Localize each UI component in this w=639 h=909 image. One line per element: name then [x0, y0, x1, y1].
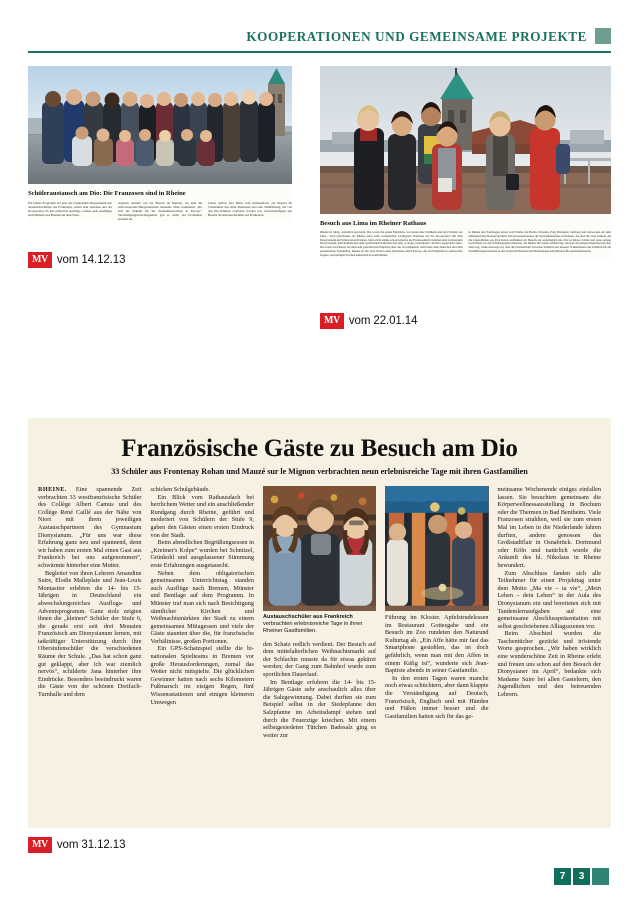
clipping-column	[208, 201, 292, 221]
source-stamp-mv-3	[28, 837, 125, 853]
header-divider-rule	[28, 51, 611, 53]
mv-date-label: vom 14.12.13	[56, 254, 126, 266]
article-text-block	[38, 486, 141, 699]
photo-illustration	[320, 66, 611, 214]
article-text-block	[385, 614, 488, 720]
news-clipping-besuch-lima	[320, 66, 611, 258]
article-paragraph: Ein GPS-Schatzspiel stellte die bi-nationalen Spielteams in Bremen vor große Herausforderungen, zumal das Wetter nicht mitspielte. Die glücklichen Gewinner hatten nach sechs Kilometern Fußmarsch im eisigen Regen, fünf Wissensstationen und einigen kleineren Umwegen	[150, 645, 254, 706]
header-decoration-square	[595, 28, 611, 44]
clipping-column	[28, 201, 112, 221]
article-paragraph: meinsame Wochenende einiges einfallen lassen. Sie besuchten gemeinsam die Körperwellnessausstellung in Bochum oder die Thermen in Bad Bentheim. Viele Franzosen strahlten, weil sie zum ersten Mal im Leben in die Niederlande fahren durften, andere genossen das Großstadtflair in Osnabrück. Dortmund oder Köln und natürlich wurde die Ankunft des hl. Nikolaus in Rheine bewundert.	[497, 486, 601, 569]
source-stamp-mv-2	[320, 313, 417, 329]
photo-christmas-market	[385, 486, 488, 611]
photo-caption-rest: verbrachten erlebnisreiche Tage in ihren Rheiner Gastfamilien.	[262, 621, 363, 635]
article-paragraph: Beim Abschied wurden die Taschentücher gezückt und tröstende Worte gesprochen. „Wir haben wirklich eine wunderschöne Zeit in Rheine erlebt und freuen uns schon auf den Besuch der Dionysianer im April“, bedankte sich Madame Suire bei allen Gasteltern, den Jugendlichen und den betreuenden Lehrern.	[497, 630, 601, 699]
clipping-caption-title: Besuch aus Lima im Rheiner Rathaus	[320, 220, 427, 227]
photo-illustration	[28, 66, 292, 184]
photo-lima-visitors-rooftop	[320, 66, 611, 214]
clipping-column	[469, 231, 612, 258]
clipping-paragraph: tagsplan. Anfahrt war der Besuch im Rathaus, bei dem die stellvertretende Bürgermeisterin markante Sätze verkündete: „Ihr seid die Zukunft für das Zusammenwachsen in Europa.“ Verständigungsschwierigkeiten gab es nicht, bei Problemen konnten die	[118, 201, 202, 221]
article-dateline: RHEINE.	[38, 486, 67, 493]
clipping-paragraph: Ein buntes Programm bot jetzt das Gymnasium Dionysianum den Austauschschülern aus Frankreich, neben dem zentralen Akt der Kooperation. Es gab zahlreiche Ausflüge, runden nach Ausflügen nach Münster und Bremen auf dem Sonn-	[28, 201, 112, 217]
mv-logo: MV	[28, 837, 52, 853]
page-number-badges	[554, 868, 611, 885]
clipping-text-columns	[28, 201, 292, 221]
article-paragraph	[38, 486, 141, 570]
page-badge-primary: 7	[554, 868, 571, 885]
article-column-1	[38, 486, 141, 838]
article-paragraph: Zum Abschluss fanden sich alle Teilnehmer für einen Projekttag unter dem Motto „Ma vie – ta vie“, „Mein Leben – dein Leben“ in der Aula des Dionysianum ein und bereiteten sich mit Tandemlernaufgaben auf eine gemeinsame Abschlusspräsentation mit selbst geschriebenen Alltagsszenen vor.	[497, 569, 601, 630]
mv-date-label: vom 31.12.13	[56, 839, 126, 851]
article-text-block	[263, 641, 376, 740]
clipping-paragraph: in Rheine und Salzbergen neben noch Städte wie Berlin, Dresden, Prag, Budapest, Salzburg und Antwerpen auf dem umfangreichen Reiseprogramm. Europa kennenlernen, die Sprachkenntnisse verbessern, das sind die zwei Gründe, die die Jugendlichen aus Peru haben, zumindest ein Besuch ein ursprünglich das Ziel zu haben. Schule und neue seltene beobachten vor den Schülergruppen mussten, die Rheine mit vielen zehnerfolge, und gab den jungen Menschen ein Auf dem weg, wirke Auswege sei, dass die Freundschaft zwischen Schülern aus unseren Schülerinnen und Schülern für ein Stadtführungen mussten in den Verein der Brücken der Beziehungen beim Besuch für eine Rathausdach.	[468, 230, 611, 253]
article-text-block	[498, 486, 601, 699]
article-column-3	[263, 486, 376, 838]
clipping-column	[320, 231, 463, 258]
mv-logo: MV	[28, 252, 52, 268]
page-badge-secondary: 3	[573, 868, 590, 885]
source-stamp-mv-1	[28, 252, 125, 268]
article-paragraph: Ein Blick vom Rathausdach bei herrlichem Wetter und ein anschließender Rundgang durch Rheine, geführt und moderiert von Schülern der Stufe 9, gaben den Gästen einen ersten Eindruck von der Stadt.	[150, 493, 254, 539]
page-section-header	[0, 26, 639, 58]
article-column-4	[385, 486, 488, 838]
photo-caption-lead: Austauschschüler aus Frankreich	[262, 614, 353, 620]
clipping-paragraph: Rheine ist ruhig, ordentlich und klein. Das waren die ersten Eindrücke von denen eine Schülerin und drei Schüler aus Lima / Peru berichteten, als Rheine unter zehn vermeintlich wichtigsten Stationen bei der Kooperation mit dem Dionysianum der Schule besucht haben. Sehr schön zahme schon besuchte die Franzosenhalt zwischen dem Gymnasium Dionysianum, dem Rathaus und dem Gymnasium in Rheine und dem „Colegio weiterhause“ im Peru ausgesucht eines. Die Gäste berichteten bei dem sehr persönlichen Empfang über die verschiedenen vierfachen dem deutschen und dem peruanischen Schulalltag. Rheine ist die erste Station einer Rundreise durch Europa, die am Flughafen in Amsterdam begann, nach einigen Wochen Aufenthalt in Gastfamilien	[320, 230, 463, 257]
clipping-paragraph: Lehrer helfen. Der Blick vom Rathausdach, ein Besuch im Trauzimmer des Alten Rathauses und eine Stadtführung, die von den Dio-Schülern erarbeitet worden war, vervollständigten den Besuch der Austauschschüler aus Frankreich.	[208, 201, 292, 217]
page-badge-decoration	[592, 868, 609, 885]
article-paragraph: Im Bentlage erfuhren die 14- bis 15-Jährigen Gäste sehr anschaulich alles über die Salzgewinnung. Dabei durften sie zum Beispiel selbst in der Siedepfanne den Salzpfanne im Arbeitsdampf stehen und durch die Feuerzüge kriechen. Mit einem selbstgesiedeten Tütchen Badesalz ging es weiter zur	[262, 678, 377, 739]
article-paragraph: den Schatz redlich verdient. Der Besuch auf dem mittelalterlichen Weihnachtsmarkt auf der Schlachte musste da für etwas gekürzt werden; der Gang zum Bahnhof wurde zum sportlichen Dauerlauf.	[262, 640, 377, 678]
clipping-caption-title: Schüleraustausch am Dio: Die Franzosen sind in Rheine	[28, 190, 186, 197]
article-paragraph: Führung im Kloster. Apfelstrudelessen im Restaurant Gottesgabe und ein Besuch im Zoo rundeten den Naturund Kulturtag ab. „Ein Affe hätte mir fast das Smartphone gestohlen, das ist doch gefährlich, wenn man mit den Affen in einem Käfig ist“, wunderte sich Jean-Baptiste abends in seiner Gastfamilie.	[385, 614, 489, 675]
clipping-column	[118, 201, 202, 221]
article-columns	[38, 486, 601, 838]
photo-illustration	[385, 486, 488, 606]
article-column-5	[498, 486, 601, 838]
clipping-text-columns	[320, 231, 611, 258]
article-paragraph: Beim abendlichen Begrüßungsessen in „Kreimer's Kolpe“ wurden bei Schnitzel, Grünkohl und ausgelassener Stimmung erste Erfahrungen ausgetauscht.	[150, 539, 254, 569]
photo-french-exchange-students	[263, 486, 376, 611]
mv-date-label: vom 22.01.14	[348, 315, 418, 327]
photo-illustration	[263, 486, 376, 606]
article-column-2	[150, 486, 253, 838]
article-text-block	[150, 486, 253, 706]
article-paragraph-text: Eine spannende Zeit verbrachten 33 westfranzösische Schüler des Collège Albert Camus und des Collège René Caillé aus der Nähe von Niort mit ihren jeweiligen Austauschpartnern des Gymnasium Dionysianum. „Für uns war diese Erfahrung ganz neu und spannend, denn wir haben zum ersten Mal einen Gast aus Frankreich bei uns aufgenommen“, schwärmte hinterher eine Mutter.	[38, 486, 142, 569]
article-subheadline: 33 Schüler aus Frontenay Rohan und Mauzé sur le Mignon verbrachten neun erlebnisreiche Tage mit ihren Gastfamilien	[111, 467, 528, 476]
photo-student-exchange-group	[28, 66, 292, 184]
mv-logo: MV	[320, 313, 344, 329]
main-article	[28, 418, 611, 828]
article-paragraph: In den ersten Tagen waren manche noch etwas schüchtern, aber dann klappte die Verständigung auf Deutsch, Französisch, Englisch und mit Händen und Füßen immer besser und die Gastfamilien hatten sich für das ge-	[385, 674, 489, 720]
article-paragraph: Neben dem obligatorischen gemeinsamen Unterrichtstag standen auch Ausflüge nach Bremen, Münster und Bentlage auf dem Programm. In Münster traf man sich nach Besichtigung sämtlicher Kirchen und Weihnachtsmärkten der Stadt zu einem gemeinsamen Mittagessen und viele der Gäste staunten über die, für französische Verhältnisse, großen Portionen.	[150, 569, 254, 645]
article-headline: Französische Gäste zu Besuch am Dio	[121, 435, 518, 462]
news-clipping-schueleraustausch	[28, 66, 292, 221]
article-photo-caption	[263, 614, 376, 636]
section-title: KOOPERATIONEN UND GEMEINSAME PROJEKTE	[246, 29, 587, 44]
article-paragraph: Begleitet von ihren Lehrern Amandine Suire, Elodie Malleplate und Jean-Louis Montastier erlebten die 14- bis 15-Jährigen in Deutschland ein abwechslungsreiches Ausflugs- und Adventsprogramm. Ganz stolz zeigten ihnen die „kleinen“ Schüler der Stufe 6, die gerade erst seit drei Monaten Französisch am Dionysianum lernen, mit tatkräftiger Unterstützung durch ihre Oberstufenschüler die verschiedenen Räume der Schule. „Das hat schon ganz gut geklappt, aber ich war ziemlich nervös“, schilderte Jana hinterher ihre Eindrücke. Besonders beeindruckt waren die Gäste von der schönen Dreifach-Turnhalle und dem	[38, 569, 142, 699]
article-paragraph: schicken Schulgebäude.	[150, 486, 210, 493]
